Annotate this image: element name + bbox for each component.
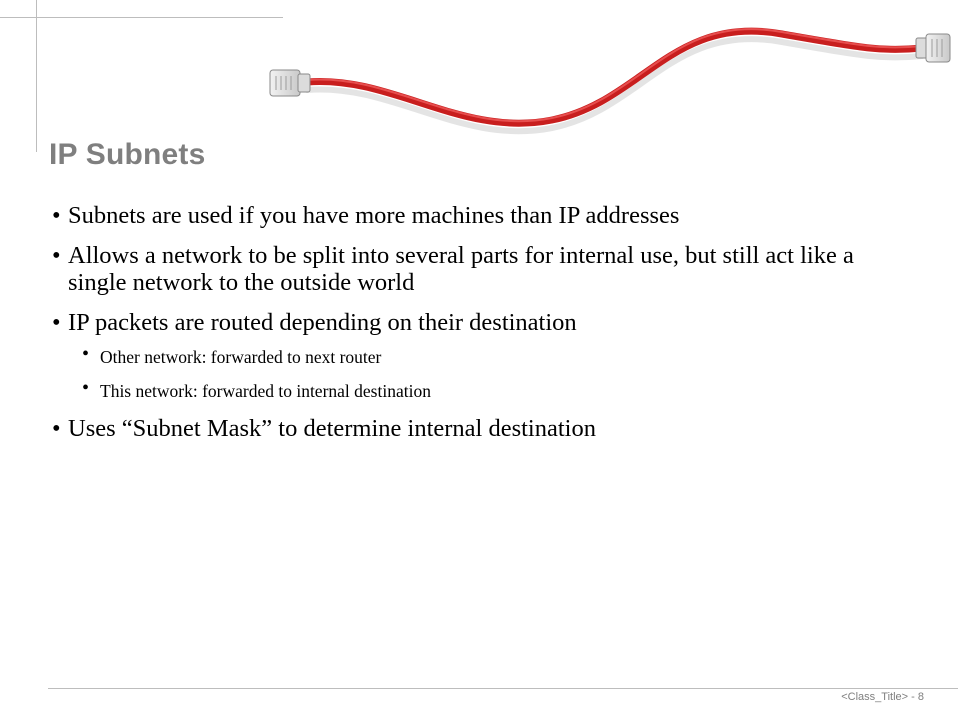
vertical-accent-line — [36, 0, 37, 152]
sub-bullet-list — [48, 347, 908, 401]
footer-page-label: <Class_Title> - 8 — [841, 691, 924, 703]
bullet-list — [48, 202, 908, 455]
sub-bullet-item: • This network: forwarded to internal destination — [48, 381, 908, 401]
footer-divider — [48, 688, 958, 689]
ethernet-cable-image — [262, 20, 952, 136]
sub-bullet-item: • Other network: forwarded to next router — [48, 347, 908, 367]
bullet-item: • IP packets are routed depending on their destination — [48, 309, 908, 336]
top-accent-line — [0, 17, 283, 18]
sub-bullet-group — [48, 347, 908, 401]
bullet-item: • Uses “Subnet Mask” to determine internal destination — [48, 415, 908, 442]
bullet-item: • Allows a network to be split into several parts for internal use, but still act like a single network to the outside world — [48, 242, 908, 296]
bullet-item: • Subnets are used if you have more machines than IP addresses — [48, 202, 908, 229]
slide-title: IP Subnets — [49, 138, 206, 171]
